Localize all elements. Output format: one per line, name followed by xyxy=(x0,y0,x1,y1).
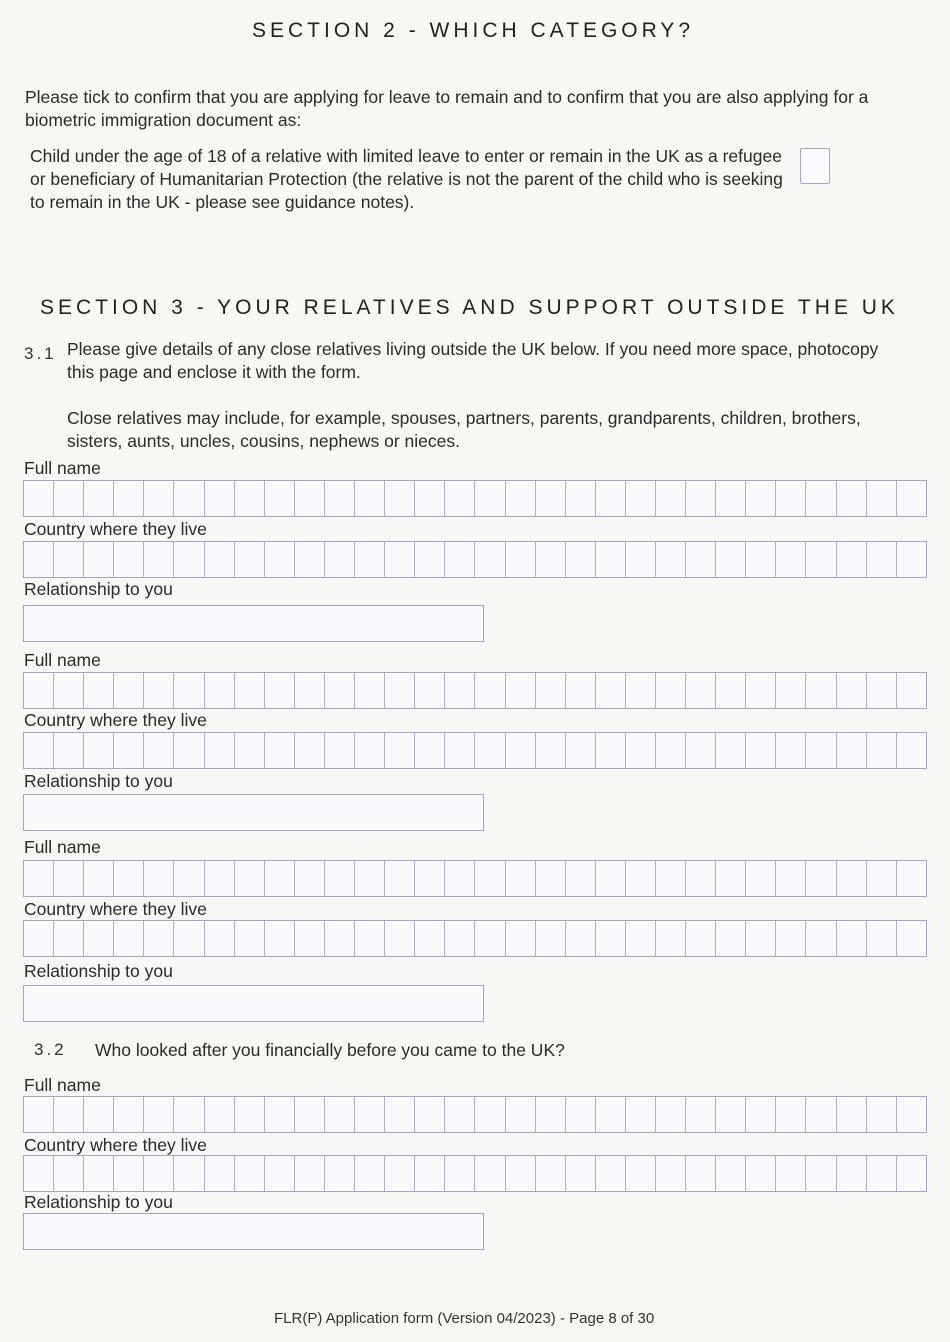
character-box[interactable] xyxy=(144,861,174,896)
character-box[interactable] xyxy=(144,673,174,708)
country-label: Country where they live xyxy=(24,519,207,539)
relative-3-relationship-field[interactable] xyxy=(23,985,484,1022)
character-box[interactable] xyxy=(746,1156,776,1191)
character-box[interactable] xyxy=(235,1097,265,1132)
question-3-2-text: Who looked after you financially before you came to the UK? xyxy=(95,1040,565,1060)
character-box[interactable] xyxy=(596,542,626,577)
character-box[interactable] xyxy=(355,861,385,896)
character-box[interactable] xyxy=(235,673,265,708)
character-box[interactable] xyxy=(626,1156,656,1191)
character-box[interactable] xyxy=(415,673,445,708)
character-box[interactable] xyxy=(355,673,385,708)
character-box[interactable] xyxy=(776,921,806,956)
character-box[interactable] xyxy=(806,733,836,768)
character-box[interactable] xyxy=(84,1156,114,1191)
character-box[interactable] xyxy=(566,733,596,768)
character-box[interactable] xyxy=(566,481,596,516)
character-box[interactable] xyxy=(174,733,204,768)
character-box[interactable] xyxy=(776,1097,806,1132)
supporter-country-field[interactable] xyxy=(23,1155,927,1192)
character-box[interactable] xyxy=(235,921,265,956)
character-box[interactable] xyxy=(385,921,415,956)
character-box[interactable] xyxy=(536,542,566,577)
character-box[interactable] xyxy=(325,861,355,896)
relative-1-relationship-field[interactable] xyxy=(23,605,484,642)
character-box[interactable] xyxy=(536,861,566,896)
character-box[interactable] xyxy=(415,861,445,896)
character-box[interactable] xyxy=(716,1097,746,1132)
full-name-label: Full name xyxy=(24,458,101,478)
character-box[interactable] xyxy=(415,542,445,577)
character-box[interactable] xyxy=(84,481,114,516)
character-box[interactable] xyxy=(24,481,54,516)
character-box[interactable] xyxy=(837,1097,867,1132)
character-box[interactable] xyxy=(235,861,265,896)
character-box[interactable] xyxy=(867,733,897,768)
character-box[interactable] xyxy=(596,1097,626,1132)
relative-1-country-field[interactable] xyxy=(23,541,927,578)
character-box[interactable] xyxy=(24,542,54,577)
character-box[interactable] xyxy=(716,1156,746,1191)
character-box[interactable] xyxy=(506,1097,536,1132)
character-box[interactable] xyxy=(867,1097,897,1132)
character-box[interactable] xyxy=(536,733,566,768)
character-box[interactable] xyxy=(174,1097,204,1132)
character-box[interactable] xyxy=(295,542,325,577)
character-box[interactable] xyxy=(114,481,144,516)
character-box[interactable] xyxy=(716,481,746,516)
character-box[interactable] xyxy=(596,1156,626,1191)
character-box[interactable] xyxy=(626,673,656,708)
character-box[interactable] xyxy=(746,542,776,577)
character-box[interactable] xyxy=(475,1097,505,1132)
character-box[interactable] xyxy=(54,481,84,516)
character-box[interactable] xyxy=(475,1156,505,1191)
character-box[interactable] xyxy=(837,921,867,956)
relative-2-relationship-field[interactable] xyxy=(23,794,484,831)
character-box[interactable] xyxy=(445,921,475,956)
character-box[interactable] xyxy=(566,673,596,708)
character-box[interactable] xyxy=(415,733,445,768)
character-box[interactable] xyxy=(24,733,54,768)
character-box[interactable] xyxy=(656,542,686,577)
relative-1-full-name-field[interactable] xyxy=(23,480,927,517)
character-box[interactable] xyxy=(54,1097,84,1132)
character-box[interactable] xyxy=(415,921,445,956)
character-box[interactable] xyxy=(54,542,84,577)
supporter-relationship-field[interactable] xyxy=(23,1213,484,1250)
character-box[interactable] xyxy=(174,921,204,956)
character-box[interactable] xyxy=(566,861,596,896)
character-box[interactable] xyxy=(566,1097,596,1132)
character-box[interactable] xyxy=(385,861,415,896)
relative-2-country-field[interactable] xyxy=(23,732,927,769)
character-box[interactable] xyxy=(174,542,204,577)
character-box[interactable] xyxy=(144,921,174,956)
character-box[interactable] xyxy=(806,542,836,577)
character-box[interactable] xyxy=(897,542,926,577)
character-box[interactable] xyxy=(897,1097,926,1132)
character-box[interactable] xyxy=(776,481,806,516)
character-box[interactable] xyxy=(566,542,596,577)
character-box[interactable] xyxy=(475,861,505,896)
relative-2-full-name-field[interactable] xyxy=(23,672,927,709)
character-box[interactable] xyxy=(114,673,144,708)
character-box[interactable] xyxy=(84,673,114,708)
relationship-label: Relationship to you xyxy=(24,961,173,981)
character-box[interactable] xyxy=(24,1156,54,1191)
relative-3-full-name-field[interactable] xyxy=(23,860,927,897)
country-label: Country where they live xyxy=(24,1135,207,1155)
character-box[interactable] xyxy=(686,861,716,896)
character-box[interactable] xyxy=(114,861,144,896)
character-box[interactable] xyxy=(536,481,566,516)
character-box[interactable] xyxy=(265,1156,295,1191)
character-box[interactable] xyxy=(656,481,686,516)
character-box[interactable] xyxy=(24,673,54,708)
character-box[interactable] xyxy=(536,1156,566,1191)
character-box[interactable] xyxy=(656,861,686,896)
character-box[interactable] xyxy=(626,542,656,577)
character-box[interactable] xyxy=(325,733,355,768)
character-box[interactable] xyxy=(746,481,776,516)
character-box[interactable] xyxy=(656,1097,686,1132)
character-box[interactable] xyxy=(114,1156,144,1191)
character-box[interactable] xyxy=(114,1097,144,1132)
character-box[interactable] xyxy=(54,861,84,896)
character-box[interactable] xyxy=(776,1156,806,1191)
character-box[interactable] xyxy=(596,921,626,956)
relationship-label: Relationship to you xyxy=(24,771,173,791)
character-box[interactable] xyxy=(686,733,716,768)
character-box[interactable] xyxy=(205,861,235,896)
character-box[interactable] xyxy=(265,733,295,768)
character-box[interactable] xyxy=(626,733,656,768)
character-box[interactable] xyxy=(806,1156,836,1191)
character-box[interactable] xyxy=(84,1097,114,1132)
character-box[interactable] xyxy=(506,481,536,516)
character-box[interactable] xyxy=(746,861,776,896)
character-box[interactable] xyxy=(295,481,325,516)
section-2-title: SECTION 2 - WHICH CATEGORY? xyxy=(252,19,695,42)
character-box[interactable] xyxy=(325,1156,355,1191)
relationship-label: Relationship to you xyxy=(24,579,173,599)
character-box[interactable] xyxy=(385,673,415,708)
character-box[interactable] xyxy=(445,542,475,577)
character-box[interactable] xyxy=(24,861,54,896)
character-box[interactable] xyxy=(897,861,926,896)
character-box[interactable] xyxy=(536,673,566,708)
character-box[interactable] xyxy=(656,921,686,956)
character-box[interactable] xyxy=(897,1156,926,1191)
question-3-2-number: 3.2 xyxy=(34,1040,67,1059)
character-box[interactable] xyxy=(656,1156,686,1191)
character-box[interactable] xyxy=(144,542,174,577)
character-box[interactable] xyxy=(174,1156,204,1191)
character-box[interactable] xyxy=(355,481,385,516)
character-box[interactable] xyxy=(716,673,746,708)
character-box[interactable] xyxy=(415,1097,445,1132)
character-box[interactable] xyxy=(626,861,656,896)
character-box[interactable] xyxy=(385,542,415,577)
character-box[interactable] xyxy=(746,921,776,956)
character-box[interactable] xyxy=(205,733,235,768)
relationship-label: Relationship to you xyxy=(24,1192,173,1212)
character-box[interactable] xyxy=(295,1156,325,1191)
character-box[interactable] xyxy=(475,673,505,708)
character-box[interactable] xyxy=(205,673,235,708)
character-box[interactable] xyxy=(506,733,536,768)
character-box[interactable] xyxy=(475,481,505,516)
character-box[interactable] xyxy=(415,481,445,516)
section-3-title: SECTION 3 - YOUR RELATIVES AND SUPPORT OUTSIDE THE UK xyxy=(40,296,899,319)
character-box[interactable] xyxy=(566,921,596,956)
character-box[interactable] xyxy=(114,921,144,956)
character-box[interactable] xyxy=(265,1097,295,1132)
question-3-1-number: 3.1 xyxy=(24,344,57,363)
character-box[interactable] xyxy=(385,733,415,768)
character-box[interactable] xyxy=(235,1156,265,1191)
character-box[interactable] xyxy=(445,733,475,768)
character-box[interactable] xyxy=(806,1097,836,1132)
character-box[interactable] xyxy=(54,673,84,708)
character-box[interactable] xyxy=(867,861,897,896)
character-box[interactable] xyxy=(837,481,867,516)
character-box[interactable] xyxy=(24,1097,54,1132)
character-box[interactable] xyxy=(837,861,867,896)
character-box[interactable] xyxy=(235,733,265,768)
character-box[interactable] xyxy=(174,673,204,708)
character-box[interactable] xyxy=(355,1156,385,1191)
character-box[interactable] xyxy=(445,481,475,516)
character-box[interactable] xyxy=(596,861,626,896)
character-box[interactable] xyxy=(84,861,114,896)
character-box[interactable] xyxy=(626,921,656,956)
character-box[interactable] xyxy=(897,921,926,956)
character-box[interactable] xyxy=(776,542,806,577)
character-box[interactable] xyxy=(114,733,144,768)
character-box[interactable] xyxy=(686,481,716,516)
character-box[interactable] xyxy=(205,921,235,956)
character-box[interactable] xyxy=(686,1156,716,1191)
character-box[interactable] xyxy=(205,1097,235,1132)
character-box[interactable] xyxy=(355,1097,385,1132)
character-box[interactable] xyxy=(475,542,505,577)
character-box[interactable] xyxy=(837,1156,867,1191)
character-box[interactable] xyxy=(897,481,926,516)
character-box[interactable] xyxy=(325,481,355,516)
question-3-1-text: Please give details of any close relatives living outside the UK below. If you need more space, photocopy this page and enclose it with the form. xyxy=(67,339,879,382)
character-box[interactable] xyxy=(325,542,355,577)
character-box[interactable] xyxy=(205,1156,235,1191)
character-box[interactable] xyxy=(24,921,54,956)
character-box[interactable] xyxy=(506,673,536,708)
character-box[interactable] xyxy=(716,542,746,577)
character-box[interactable] xyxy=(385,481,415,516)
character-box[interactable] xyxy=(506,921,536,956)
character-box[interactable] xyxy=(265,542,295,577)
page-footer: FLR(P) Application form (Version 04/2023) - Page 8 of 30 xyxy=(274,1310,655,1327)
character-box[interactable] xyxy=(445,861,475,896)
character-box[interactable] xyxy=(325,1097,355,1132)
character-box[interactable] xyxy=(536,921,566,956)
question-3-1-note: Close relatives may include, for example, spouses, partners, parents, grandparents, children, brothers, sisters, aunts, uncles, cousins, nephews or nieces. xyxy=(67,408,861,451)
character-box[interactable] xyxy=(385,1097,415,1132)
character-box[interactable] xyxy=(355,733,385,768)
character-box[interactable] xyxy=(144,1097,174,1132)
character-box[interactable] xyxy=(626,481,656,516)
character-box[interactable] xyxy=(295,921,325,956)
character-box[interactable] xyxy=(265,921,295,956)
character-box[interactable] xyxy=(114,542,144,577)
character-box[interactable] xyxy=(716,861,746,896)
character-box[interactable] xyxy=(235,481,265,516)
character-box[interactable] xyxy=(144,733,174,768)
character-box[interactable] xyxy=(746,1097,776,1132)
character-box[interactable] xyxy=(475,733,505,768)
character-box[interactable] xyxy=(84,542,114,577)
character-box[interactable] xyxy=(867,542,897,577)
character-box[interactable] xyxy=(415,1156,445,1191)
character-box[interactable] xyxy=(536,1097,566,1132)
character-box[interactable] xyxy=(746,733,776,768)
character-box[interactable] xyxy=(656,733,686,768)
character-box[interactable] xyxy=(837,673,867,708)
character-box[interactable] xyxy=(295,861,325,896)
character-box[interactable] xyxy=(295,733,325,768)
character-box[interactable] xyxy=(265,481,295,516)
character-box[interactable] xyxy=(355,542,385,577)
character-box[interactable] xyxy=(596,673,626,708)
character-box[interactable] xyxy=(205,542,235,577)
character-box[interactable] xyxy=(235,542,265,577)
character-box[interactable] xyxy=(506,542,536,577)
character-box[interactable] xyxy=(295,673,325,708)
character-box[interactable] xyxy=(897,673,926,708)
character-box[interactable] xyxy=(596,733,626,768)
character-box[interactable] xyxy=(174,481,204,516)
character-box[interactable] xyxy=(776,673,806,708)
character-box[interactable] xyxy=(867,1156,897,1191)
character-box[interactable] xyxy=(776,861,806,896)
character-box[interactable] xyxy=(445,673,475,708)
character-box[interactable] xyxy=(54,1156,84,1191)
character-box[interactable] xyxy=(174,861,204,896)
character-box[interactable] xyxy=(355,921,385,956)
section-2-intro: Please tick to confirm that you are applying for leave to remain and to confirm that you are also applying for a biometric immigration document as: xyxy=(25,87,869,130)
character-box[interactable] xyxy=(656,673,686,708)
character-box[interactable] xyxy=(867,673,897,708)
character-box[interactable] xyxy=(837,733,867,768)
character-box[interactable] xyxy=(506,861,536,896)
full-name-label: Full name xyxy=(24,1075,101,1095)
character-box[interactable] xyxy=(144,481,174,516)
character-box[interactable] xyxy=(84,733,114,768)
character-box[interactable] xyxy=(867,921,897,956)
character-box[interactable] xyxy=(54,921,84,956)
category-option-text: Child under the age of 18 of a relative with limited leave to enter or remain in the UK as a refugee or beneficiary of Humanitarian Protection (the relative is not the parent of the child who is seeking to remain in the UK - please see guidance notes). xyxy=(30,146,783,212)
character-box[interactable] xyxy=(205,481,235,516)
character-box[interactable] xyxy=(385,1156,415,1191)
character-box[interactable] xyxy=(475,921,505,956)
character-box[interactable] xyxy=(445,1156,475,1191)
character-box[interactable] xyxy=(325,673,355,708)
character-box[interactable] xyxy=(806,861,836,896)
character-box[interactable] xyxy=(626,1097,656,1132)
character-box[interactable] xyxy=(716,921,746,956)
character-box[interactable] xyxy=(596,481,626,516)
character-box[interactable] xyxy=(265,673,295,708)
character-box[interactable] xyxy=(325,921,355,956)
character-box[interactable] xyxy=(837,542,867,577)
character-box[interactable] xyxy=(686,542,716,577)
relative-3-country-field[interactable] xyxy=(23,920,927,957)
character-box[interactable] xyxy=(716,733,746,768)
character-box[interactable] xyxy=(84,921,114,956)
character-box[interactable] xyxy=(686,1097,716,1132)
character-box[interactable] xyxy=(686,673,716,708)
character-box[interactable] xyxy=(867,481,897,516)
country-label: Country where they live xyxy=(24,899,207,919)
character-box[interactable] xyxy=(566,1156,596,1191)
character-box[interactable] xyxy=(897,733,926,768)
character-box[interactable] xyxy=(806,673,836,708)
character-box[interactable] xyxy=(806,921,836,956)
supporter-full-name-field[interactable] xyxy=(23,1096,927,1133)
character-box[interactable] xyxy=(506,1156,536,1191)
character-box[interactable] xyxy=(806,481,836,516)
character-box[interactable] xyxy=(776,733,806,768)
country-label: Country where they live xyxy=(24,710,207,730)
character-box[interactable] xyxy=(686,921,716,956)
character-box[interactable] xyxy=(295,1097,325,1132)
full-name-label: Full name xyxy=(24,837,101,857)
character-box[interactable] xyxy=(746,673,776,708)
category-tick-checkbox[interactable] xyxy=(800,148,830,184)
full-name-label: Full name xyxy=(24,650,101,670)
character-box[interactable] xyxy=(445,1097,475,1132)
character-box[interactable] xyxy=(144,1156,174,1191)
character-box[interactable] xyxy=(265,861,295,896)
character-box[interactable] xyxy=(54,733,84,768)
